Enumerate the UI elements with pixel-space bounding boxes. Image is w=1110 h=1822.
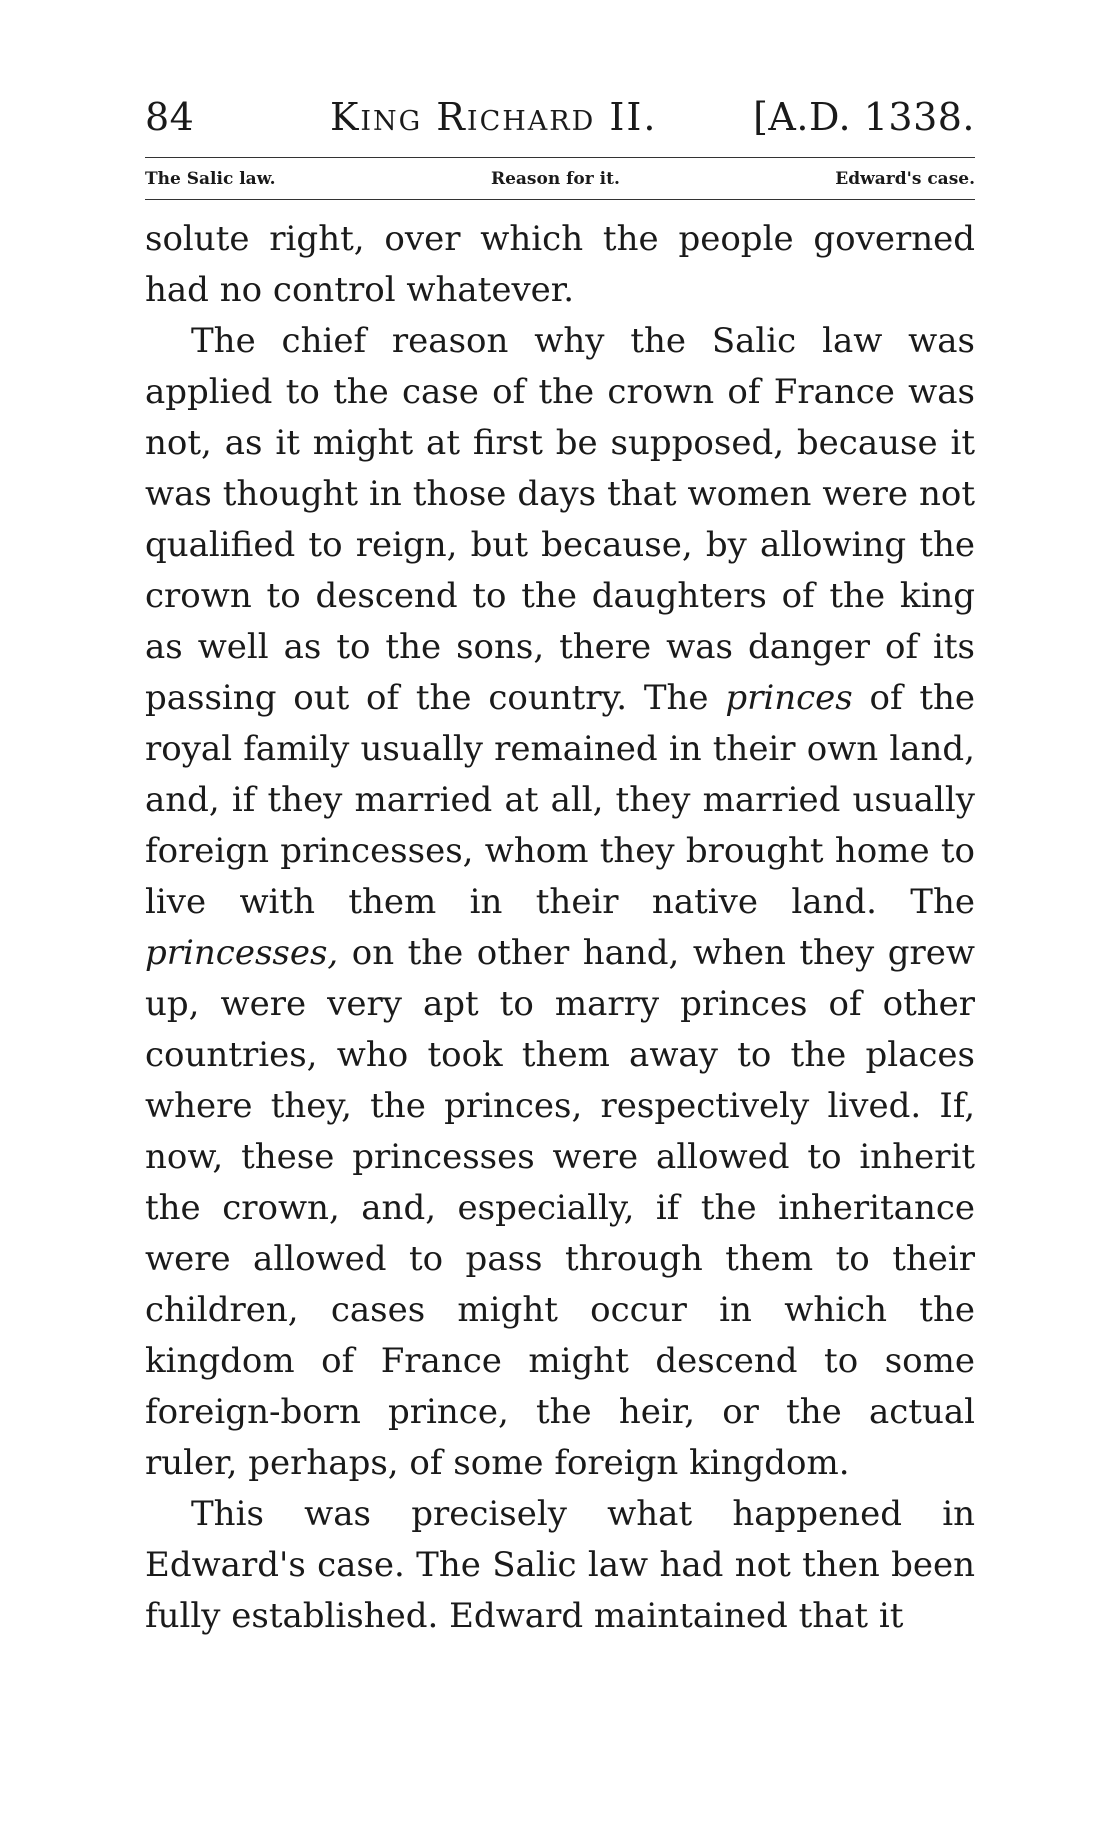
body-text <box>145 214 975 1642</box>
running-head <box>145 95 975 147</box>
sidenote-right: Edward's case. <box>835 169 975 189</box>
sidenote-center: Reason for it. <box>490 169 620 189</box>
sidenote-left: The Salic law. <box>145 169 276 189</box>
page-number: 84 <box>145 95 195 139</box>
running-date: [A.D. 1338. <box>753 95 975 139</box>
paragraph-1: solute right, over which the people governed had no control whatever. <box>145 219 975 310</box>
emphasis-princes: princes <box>725 678 853 718</box>
paragraph-2-part-c: on the other hand, when they grew up, were very apt to marry princes of other countries, who took them away to the places where they, the princes, respectively lived. If, now, these princesses were allowed to inherit the crown, and, especially, if the inheritance were allowed to pass through them to their children, cases might occur in which the kingdom of France might descend to some foreign-born prince, the heir, or the actual ruler, perhaps, of some foreign kingdom. <box>145 933 975 1483</box>
running-title: King Richard II. <box>329 95 658 139</box>
marginal-sidenotes <box>145 158 975 199</box>
emphasis-princesses: princesses, <box>145 933 339 973</box>
paragraph-3: This was precisely what happened in Edward's case. The Salic law had not then been fully established. Edward maintained that it <box>145 1494 975 1636</box>
book-page <box>145 95 975 1642</box>
paragraph-2-part-a: The chief reason why the Salic law was applied to the case of the crown of France was not, as it might at first be supposed, because it was thought in those days that women were not qualified to reign, but because, by allowing the crown to descend to the daughters of the king as well as to the sons, there was danger of its passing out of the country. The <box>145 321 975 718</box>
header-rule-bottom <box>145 199 975 200</box>
paragraph-2-part-b: of the royal family usually remained in their own land, and, if they married at all, they married usually foreign princesses, whom they brought home to live with them in their native land. The <box>145 678 976 922</box>
paragraph-2 <box>145 316 975 1489</box>
